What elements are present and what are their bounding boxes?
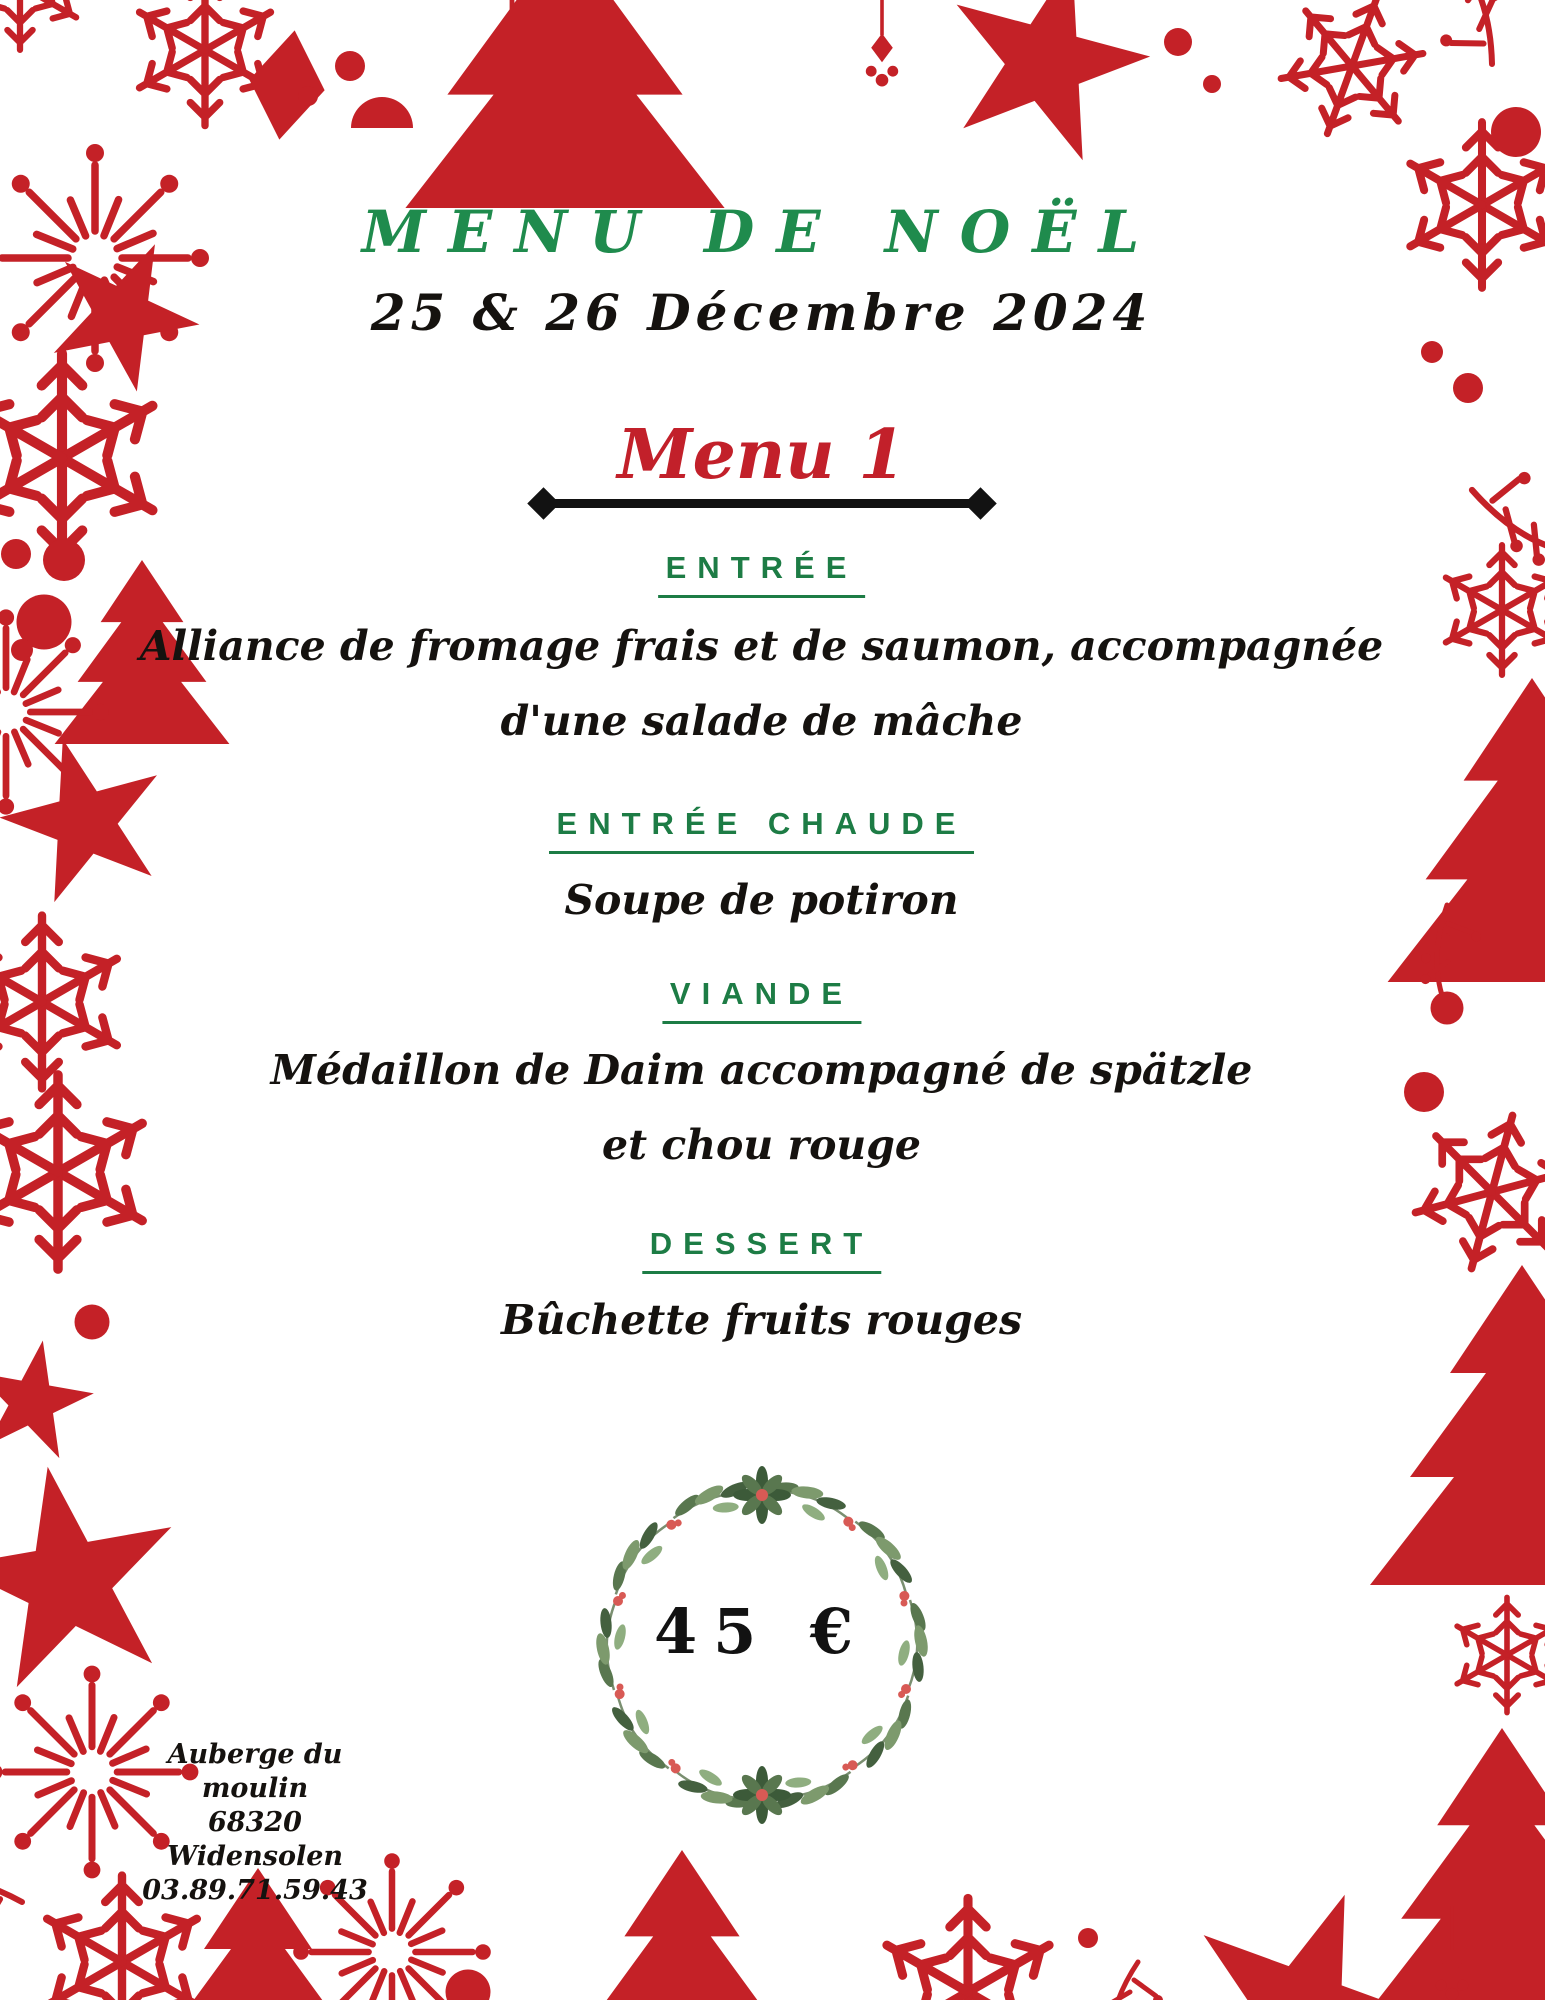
restaurant-contact xyxy=(123,1738,387,1908)
dot-icon xyxy=(1,539,31,569)
diamond-left-icon xyxy=(527,487,560,520)
page-title: MENU DE NOËL xyxy=(361,198,1162,266)
menu-panel xyxy=(115,0,1408,2000)
restaurant-address: 68320 Widensolen xyxy=(166,1807,344,1872)
section-label-entree-chaude: ENTRÉE CHAUDE xyxy=(549,806,975,854)
diamond-right-icon xyxy=(964,487,997,520)
branch-icon xyxy=(0,1848,25,1942)
section-label-entree: ENTRÉE xyxy=(658,550,866,598)
dish-line: Soupe de potiron xyxy=(564,876,959,924)
menu-date: 25 & 26 Décembre 2024 xyxy=(370,283,1153,342)
menu-price: 45 € xyxy=(653,1595,870,1668)
tree-icon xyxy=(1388,678,1545,982)
section-label-dessert: DESSERT xyxy=(642,1226,881,1274)
star-icon xyxy=(0,1330,101,1462)
snowflake-icon xyxy=(1440,545,1545,675)
dot-icon xyxy=(43,539,85,581)
snowflake-icon xyxy=(1398,1096,1545,1288)
dot-icon xyxy=(75,1305,110,1340)
dish-line: d'une salade de mâche xyxy=(500,697,1023,745)
snowflake-icon xyxy=(1452,1597,1545,1712)
restaurant-name: Auberge du moulin xyxy=(167,1739,343,1804)
divider-line xyxy=(547,499,977,508)
dot-icon xyxy=(1404,1072,1444,1112)
snowflake-icon xyxy=(0,916,125,1089)
dish-line: Alliance de fromage frais et de saumon, accompagnée xyxy=(139,622,1384,670)
dish-line: Médaillon de Daim accompagné de spätzle xyxy=(270,1046,1253,1094)
dot-icon xyxy=(1421,341,1443,363)
section-label-viande: VIANDE xyxy=(662,976,861,1024)
restaurant-phone: 03.89.71.59.43 xyxy=(142,1875,368,1906)
snowflake-icon xyxy=(0,0,82,50)
branch-icon xyxy=(1399,0,1537,81)
dot-icon xyxy=(1431,992,1464,1025)
menu-name: Menu 1 xyxy=(617,415,906,495)
divider xyxy=(532,492,992,515)
dot-icon xyxy=(1453,373,1483,403)
dish-line: Bûchette fruits rouges xyxy=(500,1296,1023,1344)
dish-line: et chou rouge xyxy=(601,1121,921,1169)
